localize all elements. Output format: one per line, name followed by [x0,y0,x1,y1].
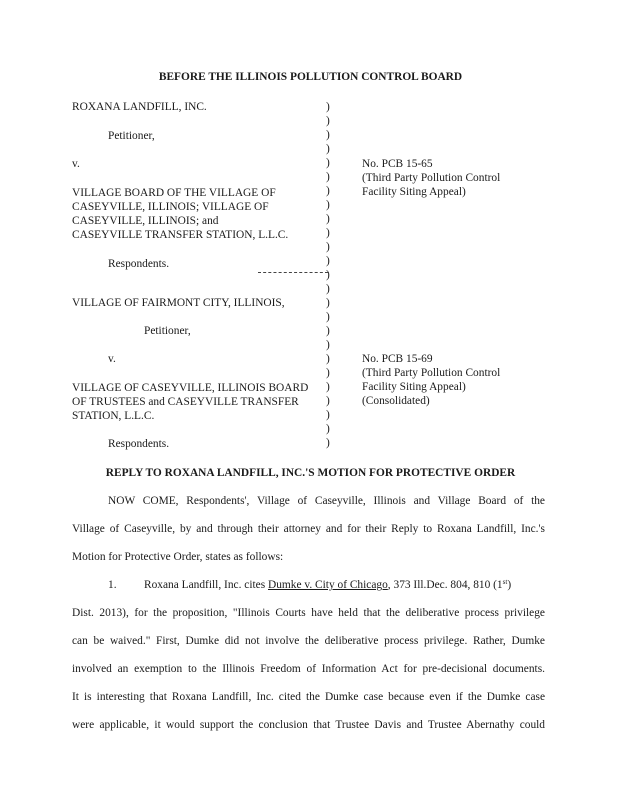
case1-case-number: No. PCB 15-65 [362,158,433,170]
case1-respondent-label: Respondents. [108,258,170,270]
para1-first-line: Roxana Landfill, Inc. cites Dumke v. City of Chicago, 373 Ill.Dec. 804, 810 (1st) [144,578,512,591]
board-heading: BEFORE THE ILLINOIS POLLUTION CONTROL BOARD [158,71,463,83]
case2-case-type-line: (Consolidated) [362,395,430,407]
caption-divider [258,272,328,273]
case2-petitioner-label: Petitioner, [144,325,191,337]
intro-line: Village of Caseyville, by and through their attorney and for their Reply to Roxana Landfill, Inc.'s [72,523,545,535]
para1-line: involved an exemption to the Illinois Freedom of Information Act for pre-decisional documents. [72,663,545,675]
case-citation: Dumke v. City of Chicago [268,579,388,591]
case1-respondent-line: CASEYVILLE, ILLINOIS; and [72,215,219,227]
case1-respondent-line: CASEYVILLE, ILLINOIS; VILLAGE OF [72,201,269,213]
para1-line: Dist. 2013), for the proposition, "Illinois Courts have held that the deliberative process privilege [72,607,545,619]
intro-line: Motion for Protective Order, states as follows: [72,551,284,563]
case1-versus: v. [72,158,80,170]
para1-number: 1. [108,579,117,591]
case2-petitioner-name: VILLAGE OF FAIRMONT CITY, ILLINOIS, [72,297,285,309]
case2-case-number: No. PCB 15-69 [362,353,433,365]
case1-case-type-line: Facility Siting Appeal) [362,186,466,198]
case2-case-type-line: (Third Party Pollution Control [362,367,501,379]
ordinal-superscript: st [502,578,508,586]
case2-respondent-label: Respondents. [108,438,170,450]
para1-line: It is interesting that Roxana Landfill, Inc. cited the Dumke case because even if the Dumke case [72,691,545,703]
case2-case-type-line: Facility Siting Appeal) [362,381,466,393]
case1-petitioner-label: Petitioner, [108,130,155,142]
intro-line: NOW COME, Respondents', Village of Caseyville, Illinois and Village Board of the [108,495,545,507]
case1-petitioner-name: ROXANA LANDFILL, INC. [72,101,207,113]
case1-respondent-line: CASEYVILLE TRANSFER STATION, L.L.C. [72,229,289,241]
case2-respondent-line: STATION, L.L.C. [72,410,155,422]
para1-line1-pre: Roxana Landfill, Inc. cites [144,579,268,591]
para1-line1-post: , 373 Ill.Dec. 804, 810 (1 [387,579,503,591]
case1-case-type-line: (Third Party Pollution Control [362,172,501,184]
para1-line: were applicable, it would support the conclusion that Trustee Davis and Trustee Abernathy could [72,719,545,731]
para1-line: can be waived." First, Dumke did not involve the deliberative process privilege. Rather, Dumke [72,635,545,647]
document-page: BEFORE THE ILLINOIS POLLUTION CONTROL BOARD ROXANA LANDFILL, INC. Petitioner, v. VILLAGE BOARD OF THE VILLAGE OF CASEYVILLE, ILLINOIS; VILLAGE OF CASEYVILLE, ILLINOIS; and CASEYVILLE TRANSFER STATION, L.L.C. Respondents. No. PCB 15-65 (Third Party Pollution Control Facility Siting Appeal) VILLAGE OF FAIRMONT CITY, ILLINOIS, Petitioner, v. VILLAGE OF CASEYVILLE, ILLINOIS BOARD OF TRUSTEES and CASEYVILLE TRANSFER STATION, L.L.C. Respondents. No. PCB 15-69 (Third Party Pollution Control Facility Siting Appeal) (Consolidated) ) ) ) ) ) ) ) ) ) ) ) ) ) ) ) ) ) ) ) ) ) ) ) ) ) REPLY TO ROXANA LANDFILL, INC.'S MOTION FOR PROTECTIVE ORDER NOW COME, Respondents', Village of Caseyville, Illinois and Village Board of the Village of Caseyville, by and through their attorney and for their Reply to Roxana Landfill, Inc.'s Motion for Protective Order, states as follows: 1. Roxana Landfill, Inc. cites Dumke v. City of Chicago, 373 Ill.Dec. 804, 810 (1st) Dist. 2013), for the proposition, "Illinois Courts have held that the deliberative process privilege can be waived." First, Dumke did not involve the deliberative process privilege. Rather, Dumke involved an exemption to the Illinois Freedom of Information Act for pre-decisional documents. It is interesting that Roxana Landfill, Inc. cited the Dumke case because even if the Dumke case were applicable, it would support the conclusion that Trustee Davis and Trustee Abernathy could [0,0,621,800]
case2-respondent-line: OF TRUSTEES and CASEYVILLE TRANSFER [72,396,299,408]
case2-respondent-line: VILLAGE OF CASEYVILLE, ILLINOIS BOARD [72,382,309,394]
case1-respondent-line: VILLAGE BOARD OF THE VILLAGE OF [72,187,276,199]
case2-versus: v. [108,353,116,365]
motion-title: REPLY TO ROXANA LANDFILL, INC.'S MOTION FOR PROTECTIVE ORDER [105,467,516,479]
